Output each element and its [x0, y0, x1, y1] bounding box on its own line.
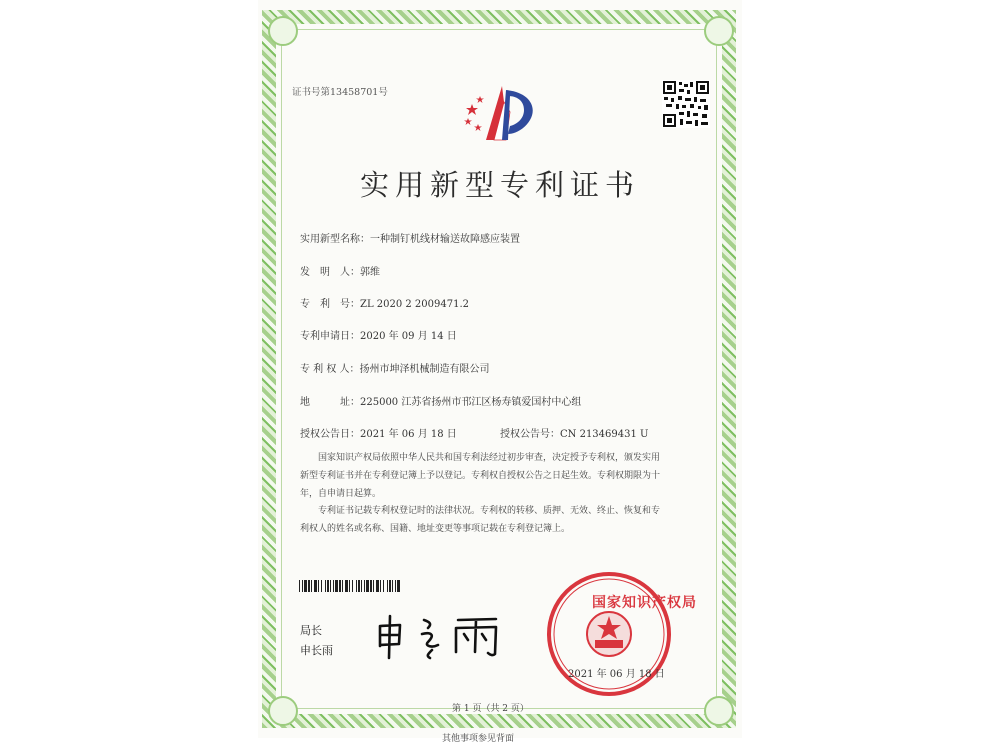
field-application-date	[300, 327, 457, 342]
field-patentee	[300, 360, 490, 375]
field-label: 专利申请日：	[300, 331, 360, 342]
field-label: 专 利 号：	[300, 299, 360, 310]
page-indicator: 第 1 页（共 2 页）	[452, 704, 529, 714]
field-label: 实用新型名称：	[300, 234, 370, 245]
legal-status-paragraph	[300, 502, 702, 538]
field-value: CN 213469431 U	[560, 429, 649, 440]
certificate-number: 证书号第13458701号	[292, 87, 388, 98]
director-title: 局长	[300, 624, 322, 637]
handwritten-signature	[372, 612, 508, 660]
seal-date: 2021 年 06 月 18 日	[568, 669, 665, 680]
field-address	[300, 393, 581, 408]
field-value: 2020 年 09 月 14 日	[360, 331, 457, 342]
patent-office-logo-icon	[458, 82, 544, 144]
paragraph-line: 利权人的姓名或名称、国籍、地址变更等事项记载在专利登记簿上。	[300, 524, 571, 534]
paragraph-line: 国家知识产权局依照中华人民共和国专利法经过初步审查，决定授予专利权，颁发实用	[318, 453, 661, 463]
field-value: 扬州市坤泽机械制造有限公司	[359, 364, 490, 375]
seal-text: 国家知识产权局	[592, 595, 697, 611]
paragraph-line: 年，自申请日起算。	[300, 489, 382, 499]
paragraph-line: 专利证书记载专利权登记时的法律状况。专利权的转移、质押、无效、终止、恢复和专	[318, 506, 661, 516]
field-label: 发 明 人：	[300, 267, 360, 278]
field-label: 专 利 权 人：	[300, 364, 360, 375]
corner-ornament-icon	[268, 16, 298, 46]
back-note: 其他事项参见背面	[442, 734, 515, 744]
field-label: 授权公告日：	[300, 429, 360, 440]
grant-statement-paragraph	[300, 449, 702, 503]
field-inventor	[300, 263, 380, 278]
field-utility-model-name	[300, 230, 520, 245]
barcode-icon	[299, 580, 402, 592]
field-value: 郭维	[360, 267, 380, 278]
field-value: ZL 2020 2 2009471.2	[360, 299, 470, 310]
corner-ornament-icon	[268, 696, 298, 726]
field-value: 2021 年 06 月 18 日	[360, 429, 457, 440]
qr-code-icon	[662, 80, 710, 128]
field-value: 一种制钉机线材输送故障感应装置	[370, 234, 520, 245]
corner-ornament-icon	[704, 696, 734, 726]
paragraph-line: 新型专利证书并在专利登记簿上予以登记。专利权自授权公告之日起生效。专利权期限为十	[300, 471, 661, 481]
field-label: 地 址：	[300, 397, 360, 408]
director-name: 申长雨	[300, 644, 333, 657]
field-label: 授权公告号：	[500, 429, 560, 440]
field-grant-date	[300, 425, 457, 440]
field-grant-number	[500, 425, 648, 440]
corner-ornament-icon	[704, 16, 734, 46]
field-patent-number	[300, 295, 469, 310]
certificate-title: 实用新型专利证书	[359, 168, 640, 202]
field-value: 225000 江苏省扬州市邗江区杨寿镇爱国村中心组	[360, 397, 582, 408]
